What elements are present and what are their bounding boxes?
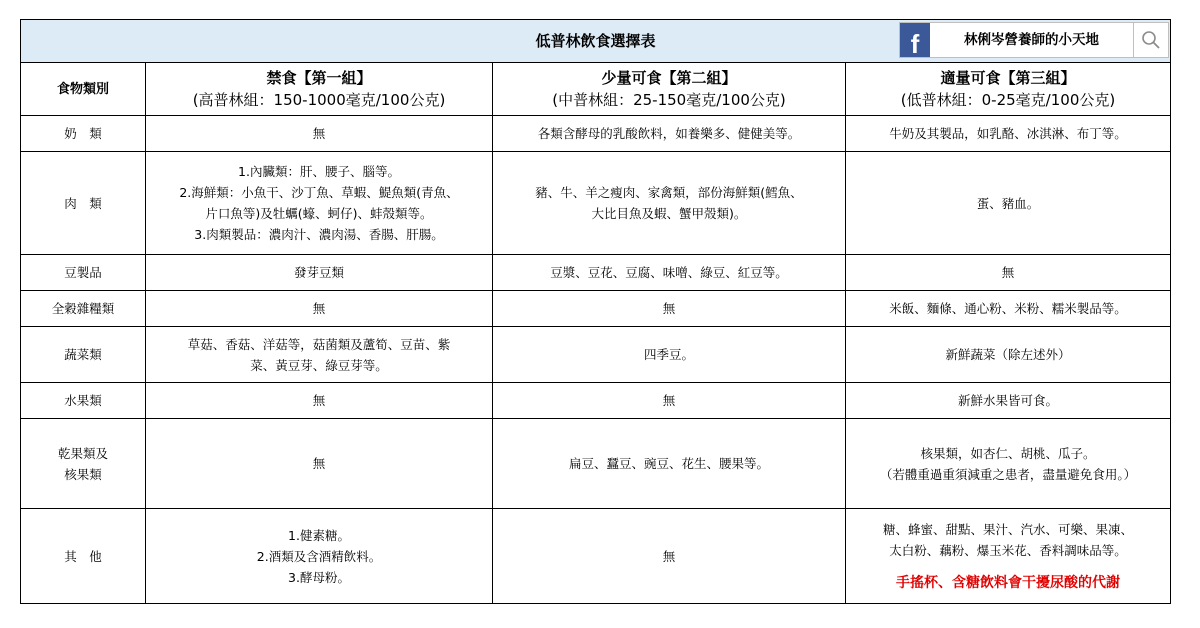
title-row <box>21 20 1171 63</box>
cell-g2 <box>493 383 846 419</box>
cell-line: 糖、蜂蜜、甜點、果汁、汽水、可樂、果凍、 <box>883 521 1134 537</box>
cell-line: 1.內臟類：肝、腰子、腦等。 <box>238 164 400 179</box>
cell-g1 <box>146 509 493 604</box>
cell-line: 無 <box>662 301 676 316</box>
cell-g1 <box>146 116 493 152</box>
row-category: 其 他 <box>21 509 146 604</box>
table-row <box>21 291 1171 327</box>
cell-line: 2.酒類及含酒精飲料。 <box>256 548 382 564</box>
cell-line: 3.肉類製品：濃肉汁、濃肉湯、香腸、肝腸。 <box>194 227 444 242</box>
table-body <box>21 116 1171 604</box>
group-2-subtitle: (中普林組：25-150毫克/100公克) <box>552 91 786 109</box>
cell-line: 四季豆。 <box>643 347 694 362</box>
cell-g2 <box>493 291 846 327</box>
row-category: 肉 類 <box>21 152 146 255</box>
cell-g2 <box>493 419 846 509</box>
header-category: 食物類別 <box>21 63 146 116</box>
cell-line: 1.健素糖。 <box>288 527 350 543</box>
row-category: 豆製品 <box>21 255 146 291</box>
group-3-subtitle: (低普林組：0-25毫克/100公克) <box>900 91 1116 109</box>
cell-g3 <box>846 255 1171 291</box>
table-title: 低普林飲食選擇表 <box>535 31 656 50</box>
cell-g2 <box>493 327 846 383</box>
cell-g3 <box>846 116 1171 152</box>
cell-line: 菜、黃豆芽、綠豆芽等。 <box>250 357 388 373</box>
header-group-1 <box>146 63 493 116</box>
cell-line: 大比目魚及蝦、蟹甲殼類)。 <box>591 206 747 221</box>
header-group-3 <box>846 63 1171 116</box>
cell-line: 草菇、香菇、洋菇等，菇菌類及蘆筍、豆苗、紫 <box>187 336 451 352</box>
cell-line: 各類含酵母的乳酸飲料，如養樂多、健健美等。 <box>537 126 801 141</box>
facebook-page-name: 林俐岑營養師的小天地 <box>964 31 1100 48</box>
cell-g1 <box>146 255 493 291</box>
table-row <box>21 419 1171 509</box>
cell-line: 3.酵母粉。 <box>288 569 350 585</box>
group-1-title: 禁食【第一組】 <box>266 69 372 87</box>
cell-line: 無 <box>662 548 676 564</box>
row-category: 蔬菜類 <box>21 327 146 383</box>
cell-line: 無 <box>312 393 326 408</box>
cell-g3 <box>846 509 1171 604</box>
cell-g3 <box>846 419 1171 509</box>
cell-g2 <box>493 255 846 291</box>
table-row <box>21 383 1171 419</box>
cell-g1 <box>146 419 493 509</box>
cell-line: 蛋、豬血。 <box>976 195 1040 211</box>
row-category: 乾果類及 核果類 <box>21 419 146 509</box>
cell-line: 扁豆、蠶豆、豌豆、花生、腰果等。 <box>568 456 769 471</box>
cell-g1 <box>146 152 493 255</box>
cell-g1 <box>146 383 493 419</box>
cell-line: 新鮮水果皆可食。 <box>958 393 1059 408</box>
diet-table-container <box>20 19 1170 604</box>
warning-note: 手搖杯、含糖飲料會干擾尿酸的代謝 <box>896 574 1120 591</box>
cell-line: 太白粉、藕粉、爆玉米花、香料調味品等。 <box>889 542 1127 558</box>
cell-line: 牛奶及其製品，如乳酪、冰淇淋、布丁等。 <box>889 126 1127 141</box>
group-1-subtitle: (高普林組：150-1000毫克/100公克) <box>192 91 446 109</box>
facebook-logo-icon: f <box>900 23 930 57</box>
table-row <box>21 509 1171 604</box>
group-2-title: 少量可食【第二組】 <box>601 69 737 87</box>
cell-line: 無 <box>312 126 326 141</box>
cell-g2 <box>493 509 846 604</box>
header-row <box>21 63 1171 116</box>
cell-g3 <box>846 383 1171 419</box>
cell-g1 <box>146 327 493 383</box>
cell-line: （若體重過重須減重之患者，盡量避免食用。） <box>879 466 1137 482</box>
cell-g2 <box>493 116 846 152</box>
cell-g2 <box>493 152 846 255</box>
cell-line: 豆漿、豆花、豆腐、味噌、綠豆、紅豆等。 <box>550 265 788 280</box>
header-group-2 <box>493 63 846 116</box>
table-row <box>21 255 1171 291</box>
table-row <box>21 327 1171 383</box>
cell-line: 豬、牛、羊之瘦肉、家禽類，部份海鮮類(鱈魚、 <box>535 185 803 200</box>
cell-line: 無 <box>312 456 326 471</box>
row-category: 水果類 <box>21 383 146 419</box>
cell-g1 <box>146 291 493 327</box>
row-category: 奶 類 <box>21 116 146 152</box>
cell-line: 發芽豆類 <box>293 265 344 280</box>
facebook-search-box[interactable] <box>899 22 1169 58</box>
table-row <box>21 116 1171 152</box>
cell-line: 2.海鮮類：小魚干、沙丁魚、草蝦、鯷魚類(青魚、 <box>179 185 459 200</box>
row-category: 全穀雜糧類 <box>21 291 146 327</box>
low-purine-diet-table <box>20 19 1171 604</box>
group-3-title: 適量可食【第三組】 <box>940 69 1076 87</box>
cell-g3 <box>846 291 1171 327</box>
cell-line: 片口魚等)及牡蠣(蠔、蚵仔)、蚌殼類等。 <box>205 206 433 221</box>
table-row <box>21 152 1171 255</box>
cell-g3 <box>846 327 1171 383</box>
cell-line: 無 <box>662 393 676 408</box>
cell-line: 核果類，如杏仁、胡桃、瓜子。 <box>920 445 1096 461</box>
search-icon[interactable] <box>1133 23 1168 57</box>
cell-line: 無 <box>1001 265 1015 280</box>
title-cell <box>21 20 1171 63</box>
cell-line: 米飯、麵條、通心粉、米粉、糯米製品等。 <box>889 301 1127 316</box>
cell-line: 新鮮蔬菜（除左述外） <box>945 347 1071 362</box>
cell-line: 無 <box>312 301 326 316</box>
cell-g3 <box>846 152 1171 255</box>
